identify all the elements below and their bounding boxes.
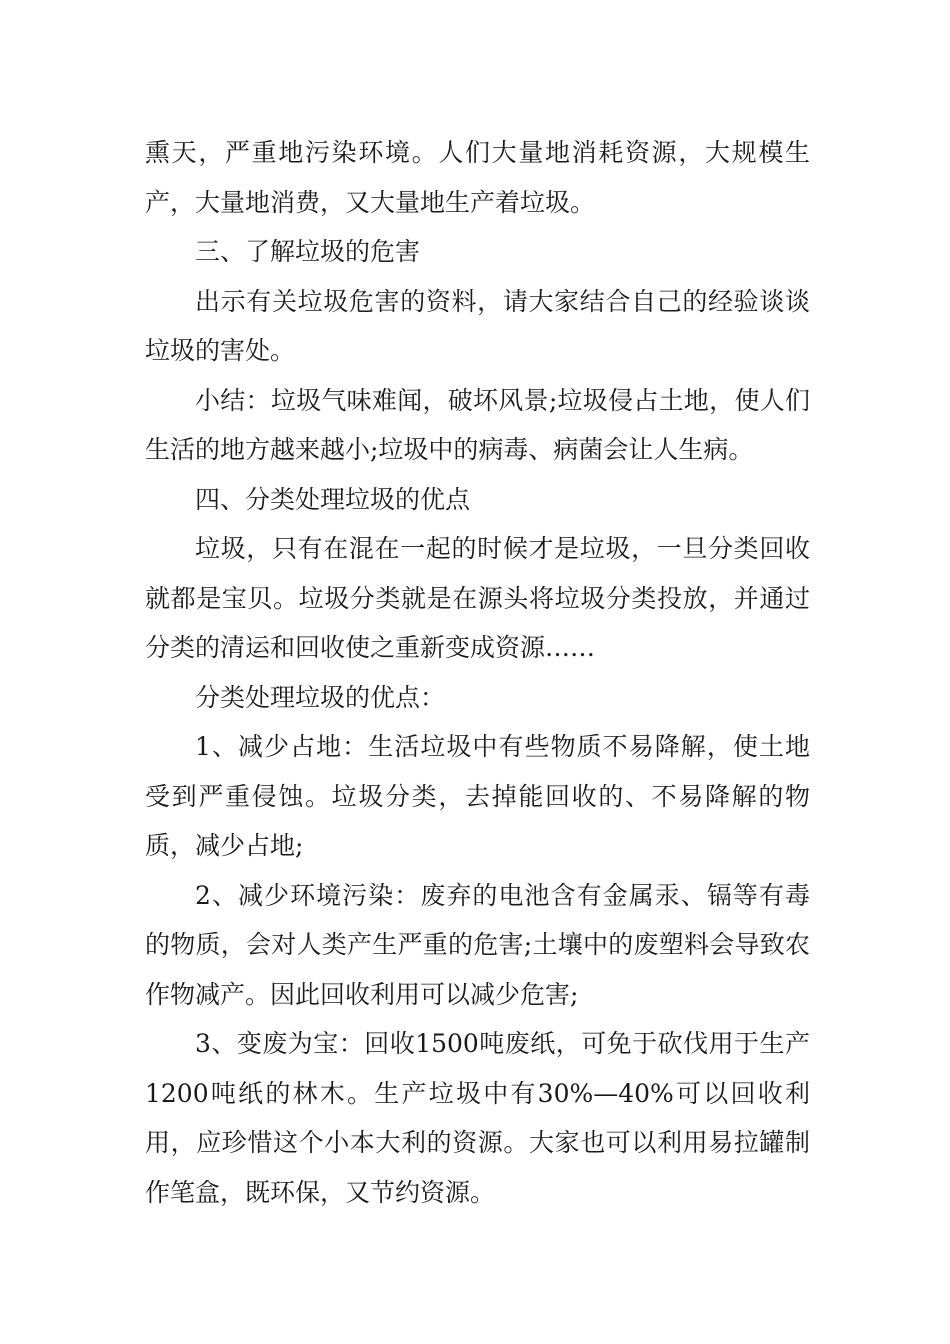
advantage-item-3: 3、变废为宝：回收1500吨废纸，可免于砍伐用于生产1200吨纸的林木。生产垃圾中有30%—40%可以回收利用，应珍惜这个小本大利的资源。大家也可以利用易拉罐制作笔盒，既环保，又节约资源。: [145, 1029, 810, 1207]
section-heading-4: 四、分类处理垃圾的优点: [195, 484, 471, 514]
paragraph-3: 垃圾，只有在混在一起的时候才是垃圾，一旦分类回收就都是宝贝。垃圾分类就是在源头将垃圾分类投放，并通过分类的清运和回收使之重新变成资源……: [145, 534, 810, 662]
paragraph-2: 出示有关垃圾危害的资料，请大家结合自己的经验谈谈垃圾的害处。: [145, 286, 810, 365]
paragraph-1: 熏天，严重地污染环境。人们大量地消耗资源，大规模生产，大量地消费，又大量地生产着垃圾。: [145, 138, 810, 217]
advantages-intro: 分类处理垃圾的优点：: [195, 682, 446, 712]
document-body: [145, 128, 810, 1217]
advantage-item-1: 1、减少占地：生活垃圾中有些物质不易降解，使土地受到严重侵蚀。垃圾分类，去掉能回收的、不易降解的物质，减少占地;: [145, 732, 810, 860]
section-heading-3: 三、了解垃圾的危害: [195, 237, 421, 266]
summary-paragraph: 小结：垃圾气味难闻，破坏风景;垃圾侵占土地，使人们生活的地方越来越小;垃圾中的病毒、病菌会让人生病。: [145, 385, 810, 464]
advantage-item-2: 2、减少环境污染：废弃的电池含有金属汞、镉等有毒的物质，会对人类产生严重的危害;土壤中的废塑料会导致农作物减产。因此回收利用可以减少危害;: [145, 880, 810, 1009]
